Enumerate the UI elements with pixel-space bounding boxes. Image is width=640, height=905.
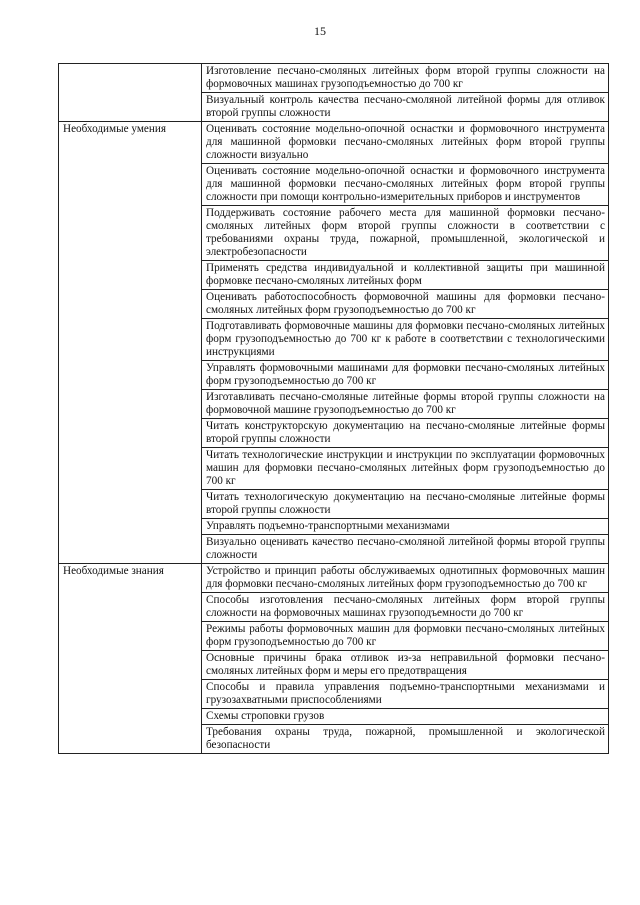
requirement-item: Применять средства индивидуальной и коллективной защиты при машинной формовке песчано-смоляных литейных форм [202,261,609,290]
requirement-item: Оценивать состояние модельно-опочной оснастки и формовочного инструмента для машинной формовки песчано-смоляных литейных форм второй группы сложности при помощи контрольно-измерительных приборов и инструментов [202,164,609,206]
requirement-item: Читать конструкторскую документацию на песчано-смоляные литейные формы второй группы сложности [202,419,609,448]
requirement-item: Требования охраны труда, пожарной, промышленной и экологической безопасности [202,725,609,754]
requirement-item: Подготавливать формовочные машины для формовки песчано-смоляных литейных форм грузоподъемностью до 700 кг к работе в соответствии с технологическими инструкциями [202,319,609,361]
requirement-item: Читать технологическую документацию на песчано-смоляные литейные формы второй группы сложности [202,490,609,519]
section-label: Необходимые умения [59,122,202,564]
requirement-item: Визуальный контроль качества песчано-смоляной литейной формы для отливок второй группы сложности [202,93,609,122]
table-row [59,64,609,93]
requirement-item: Визуально оценивать качество песчано-смоляной литейной формы второй группы сложности [202,535,609,564]
requirement-item: Оценивать работоспособность формовочной машины для формовки песчано-смоляных литейных форм грузоподъемностью до 700 кг [202,290,609,319]
requirement-item: Поддерживать состояние рабочего места для машинной формовки песчано-смоляных литейных форм второй группы сложности в соответствии с требованиями охраны труда, пожарной, промышленной, экологической и электробезопасности [202,206,609,261]
requirement-item: Управлять подъемно-транспортными механизмами [202,519,609,535]
section-label: Необходимые знания [59,564,202,754]
requirements-table [58,63,609,754]
requirement-item: Способы и правила управления подъемно-транспортными механизмами и грузозахватными приспособлениями [202,680,609,709]
requirement-item: Устройство и принцип работы обслуживаемых однотипных формовочных машин для формовки песчано-смоляных литейных форм грузоподъемностью до 700 кг [202,564,609,593]
requirement-item: Основные причины брака отливок из-за неправильной формовки песчано-смоляных литейных форм и меры его предотвращения [202,651,609,680]
requirement-item: Способы изготовления песчано-смоляных литейных форм второй группы сложности на формовочных машинах грузоподъемности до 700 кг [202,593,609,622]
requirement-item: Режимы работы формовочных машин для формовки песчано-смоляных литейных форм грузоподъемностью до 700 кг [202,622,609,651]
requirement-item: Изготовление песчано-смоляных литейных форм второй группы сложности на формовочных машинах грузоподъемностью до 700 кг [202,64,609,93]
table-row [59,564,609,593]
section-label [59,64,202,122]
requirement-item: Схемы строповки грузов [202,709,609,725]
requirement-item: Изготавливать песчано-смоляные литейные формы второй группы сложности на формовочной машине грузоподъемностью до 700 кг [202,390,609,419]
requirements-table-body [59,64,609,754]
page-number: 15 [314,24,326,38]
requirement-item: Оценивать состояние модельно-опочной оснастки и формовочного инструмента для машинной формовки песчано-смоляных литейных форм второй группы сложности визуально [202,122,609,164]
requirement-item: Управлять формовочными машинами для формовки песчано-смоляных литейных форм грузоподъемностью до 700 кг [202,361,609,390]
requirement-item: Читать технологические инструкции и инструкции по эксплуатации формовочных машин для формовки песчано-смоляных литейных форм грузоподъемностью до 700 кг [202,448,609,490]
table-row [59,122,609,164]
